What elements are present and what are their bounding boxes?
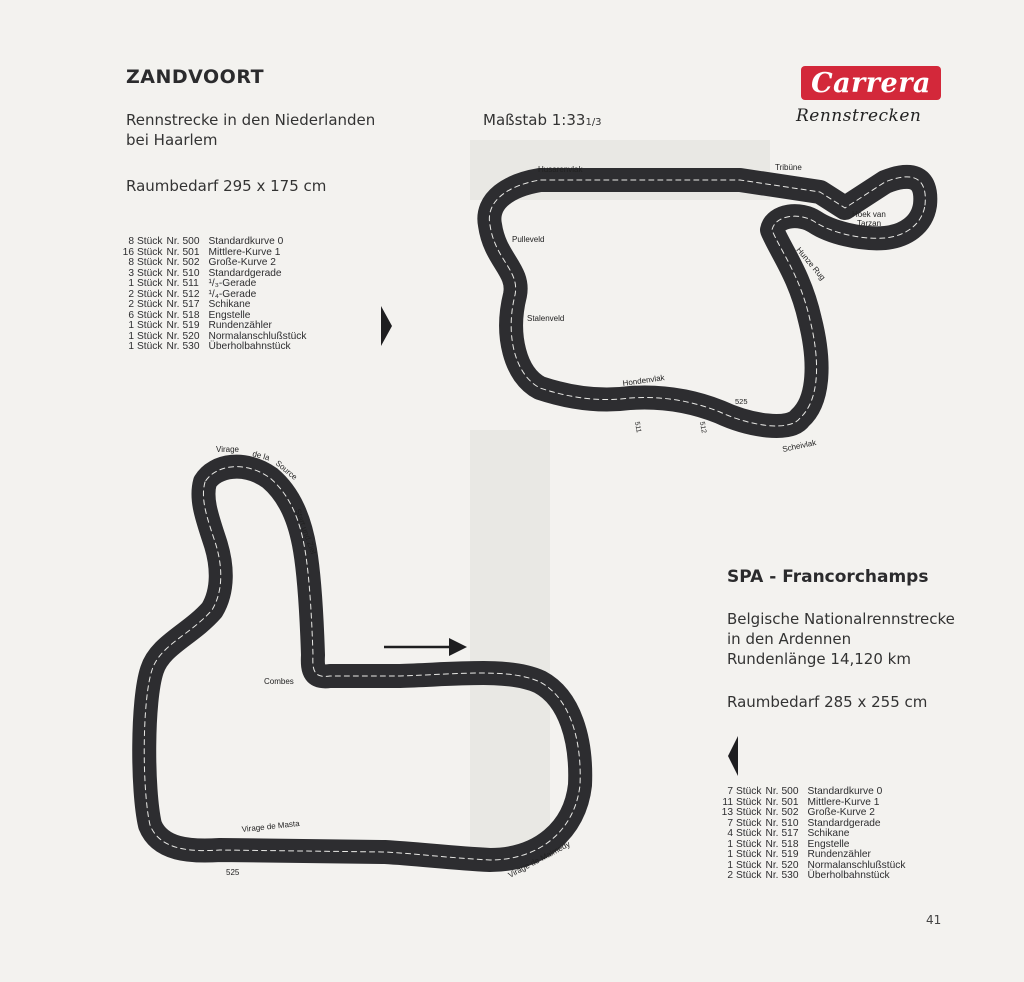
spa-track-map (120, 440, 600, 890)
part-description: Große-Kurve 2 (208, 257, 276, 268)
part-number: 502 (182, 257, 200, 268)
part-nr: Nr. (166, 309, 180, 321)
part-nr: Nr. (765, 817, 779, 829)
part-number: 530 (781, 870, 799, 881)
part-unit: Stück (137, 236, 163, 247)
part-nr: Nr. (765, 828, 779, 839)
zandvoort-subtitle-line2: bei Haarlem (126, 131, 218, 149)
part-unit: Stück (736, 870, 762, 881)
part-description: Überholbahnstück (208, 341, 291, 352)
label-scheivlak: Scheivlak (781, 438, 817, 454)
part-qty: 1 (128, 278, 134, 289)
label-start-und-ziel: Start und Ziel (293, 507, 318, 556)
page-number: 41 (926, 913, 942, 927)
part-qty: 6 (128, 309, 134, 321)
part-qty: 16 (122, 246, 134, 258)
zandvoort-subtitle-line1: Rennstrecke in den Niederlanden (126, 111, 376, 129)
part-number: 518 (182, 309, 200, 321)
part-qty: 4 (727, 828, 733, 839)
label-source: Source (273, 458, 299, 482)
part-nr: Nr. (166, 288, 180, 300)
part-description: Rundenzähler (807, 849, 871, 860)
part-number: 519 (781, 849, 799, 860)
zandvoort-scale (483, 110, 602, 133)
part-number: 520 (781, 859, 799, 871)
spa-space: Raumbedarf 285 x 255 cm (727, 693, 928, 711)
part-unit: Stück (137, 320, 163, 331)
part-number: 512 (182, 288, 200, 300)
part-unit: Stück (137, 341, 163, 352)
label-hondenvlak: Hondenvlak (622, 373, 666, 388)
part-number: 501 (182, 246, 200, 258)
label-virage: Virage (216, 445, 239, 454)
part-qty: 1 (727, 849, 733, 860)
part-nr: Nr. (765, 849, 779, 860)
part-qty: 11 (722, 796, 733, 808)
spa-line2: in den Ardennen (727, 630, 852, 648)
part-qty: 1 (727, 859, 733, 871)
part-unit: Stück (736, 786, 762, 797)
part-number: 502 (781, 807, 799, 818)
part-description: Standardgerade (208, 267, 282, 279)
part-description: Mittlere-Kurve 1 (807, 796, 880, 808)
part-nr: Nr. (765, 859, 779, 871)
scale-fraction: 1/3 (585, 117, 602, 128)
part-qty: 8 (128, 236, 134, 247)
part-number: 530 (182, 341, 200, 352)
label-tarzan: Tarzan (857, 219, 882, 228)
part-nr: Nr. (166, 246, 180, 258)
part-description: Standardgerade (807, 817, 881, 829)
parts-row (120, 321, 306, 332)
part-description: Überholbahnstück (807, 870, 890, 881)
part-qty: 1 (128, 341, 134, 352)
parts-row (719, 850, 905, 861)
part-nr: Nr. (765, 796, 779, 808)
part-unit: Stück (137, 299, 163, 310)
part-nr: Nr. (166, 330, 180, 342)
part-unit: Stück (736, 838, 762, 850)
label-virage-de-masta: Virage de Masta (241, 818, 301, 834)
zandvoort-space: Raumbedarf 295 x 175 cm (126, 177, 327, 195)
label-hoek: Hoek van (852, 210, 886, 219)
part-number: 518 (781, 838, 799, 850)
part-description: ¹/₄-Gerade (208, 288, 257, 300)
part-unit: Stück (137, 278, 163, 289)
left-pointer-icon (727, 735, 739, 777)
part-unit: Stück (137, 309, 163, 321)
part-nr: Nr. (166, 341, 180, 352)
part-description: Normalanschlußstück (807, 859, 906, 871)
part-unit: Stück (137, 267, 163, 279)
right-pointer-icon (380, 305, 394, 347)
label-virage-de-malmedy: Virage de Malmedy (506, 839, 572, 880)
part-number: 517 (781, 828, 799, 839)
label-stalenveld: Stalenveld (527, 314, 565, 323)
part-nr: Nr. (765, 807, 779, 818)
parts-row (120, 258, 306, 269)
carrera-logo-text: Carrera (811, 67, 931, 99)
part-qty: 7 (727, 817, 733, 829)
carrera-logo (801, 66, 941, 100)
part-number: 500 (781, 786, 799, 797)
part-qty: 2 (128, 288, 134, 300)
part-description: Rundenzähler (208, 320, 272, 331)
part-nr: Nr. (166, 267, 180, 279)
part-nr: Nr. (166, 278, 180, 289)
part-qty: 1 (128, 320, 134, 331)
part-nr: Nr. (166, 257, 180, 268)
part-unit: Stück (736, 849, 762, 860)
part-description: Schikane (807, 828, 850, 839)
parts-row (120, 279, 306, 290)
spa-line1: Belgische Nationalrennstrecke (727, 610, 955, 628)
label-combes: Combes (264, 677, 294, 686)
part-unit: Stück (736, 807, 762, 818)
part-qty: 2 (128, 299, 134, 310)
part-description: Große-Kurve 2 (807, 807, 875, 818)
part-number: 510 (182, 267, 200, 279)
part-number: 510 (781, 817, 799, 829)
spa-title: SPA - Francorchamps (727, 567, 929, 587)
part-number: 519 (182, 320, 200, 331)
part-unit: Stück (736, 859, 762, 871)
part-qty: 1 (128, 330, 134, 342)
part-description: Engstelle (807, 838, 850, 850)
part-number: 517 (182, 299, 200, 310)
part-unit: Stück (736, 817, 762, 829)
scale-label: Maßstab 1:33 (483, 111, 586, 129)
part-description: Engstelle (208, 309, 251, 321)
part-description: Normalanschlußstück (208, 330, 307, 342)
label-spa-525: 525 (226, 868, 240, 877)
spa-description (727, 609, 955, 669)
parts-row (719, 829, 905, 840)
spa-parts-list (719, 787, 905, 882)
label-512: 512 (698, 421, 707, 434)
part-number: 511 (182, 278, 199, 289)
label-525: 525 (735, 397, 748, 406)
parts-row (719, 787, 905, 798)
parts-row (120, 237, 306, 248)
label-de-la: de la (251, 449, 271, 463)
part-qty: 2 (727, 870, 733, 881)
zandvoort-title: ZANDVOORT (126, 66, 265, 88)
part-qty: 3 (128, 267, 134, 279)
label-pulleveld: Pulleveld (512, 235, 545, 244)
part-nr: Nr. (166, 320, 180, 331)
part-unit: Stück (137, 257, 163, 268)
parts-row (120, 342, 306, 353)
zandvoort-track-map (380, 150, 960, 480)
label-husarenvlak: Husarenvlak (538, 165, 583, 174)
part-qty: 7 (727, 786, 733, 797)
part-description: Schikane (208, 299, 251, 310)
part-number: 500 (182, 236, 200, 247)
part-unit: Stück (137, 246, 163, 258)
part-number: 501 (781, 796, 799, 808)
part-nr: Nr. (166, 236, 180, 247)
part-unit: Stück (736, 796, 762, 808)
part-unit: Stück (137, 288, 163, 300)
label-hunze-rug: Hunze Rug (794, 245, 828, 282)
part-number: 520 (182, 330, 200, 342)
part-description: Mittlere-Kurve 1 (208, 246, 281, 258)
label-511: 511 (633, 421, 642, 434)
part-qty: 8 (128, 257, 134, 268)
part-unit: Stück (137, 330, 163, 342)
part-nr: Nr. (765, 870, 779, 881)
part-qty: 13 (721, 807, 733, 818)
part-unit: Stück (736, 828, 762, 839)
spa-line3: Rundenlänge 14,120 km (727, 650, 911, 668)
part-qty: 1 (727, 838, 733, 850)
rennstrecken-label: Rennstrecken (796, 106, 922, 126)
part-description: Standardkurve 0 (208, 236, 284, 247)
parts-row (719, 871, 905, 882)
part-nr: Nr. (765, 838, 779, 850)
zandvoort-subtitle (126, 110, 375, 150)
zandvoort-parts-list (120, 237, 306, 353)
part-nr: Nr. (765, 786, 779, 797)
parts-row (120, 300, 306, 311)
label-tribune: Tribüne (775, 163, 802, 172)
part-description: ¹/₃-Gerade (208, 278, 257, 289)
parts-row (719, 808, 905, 819)
part-description: Standardkurve 0 (807, 786, 883, 797)
part-nr: Nr. (166, 299, 180, 310)
